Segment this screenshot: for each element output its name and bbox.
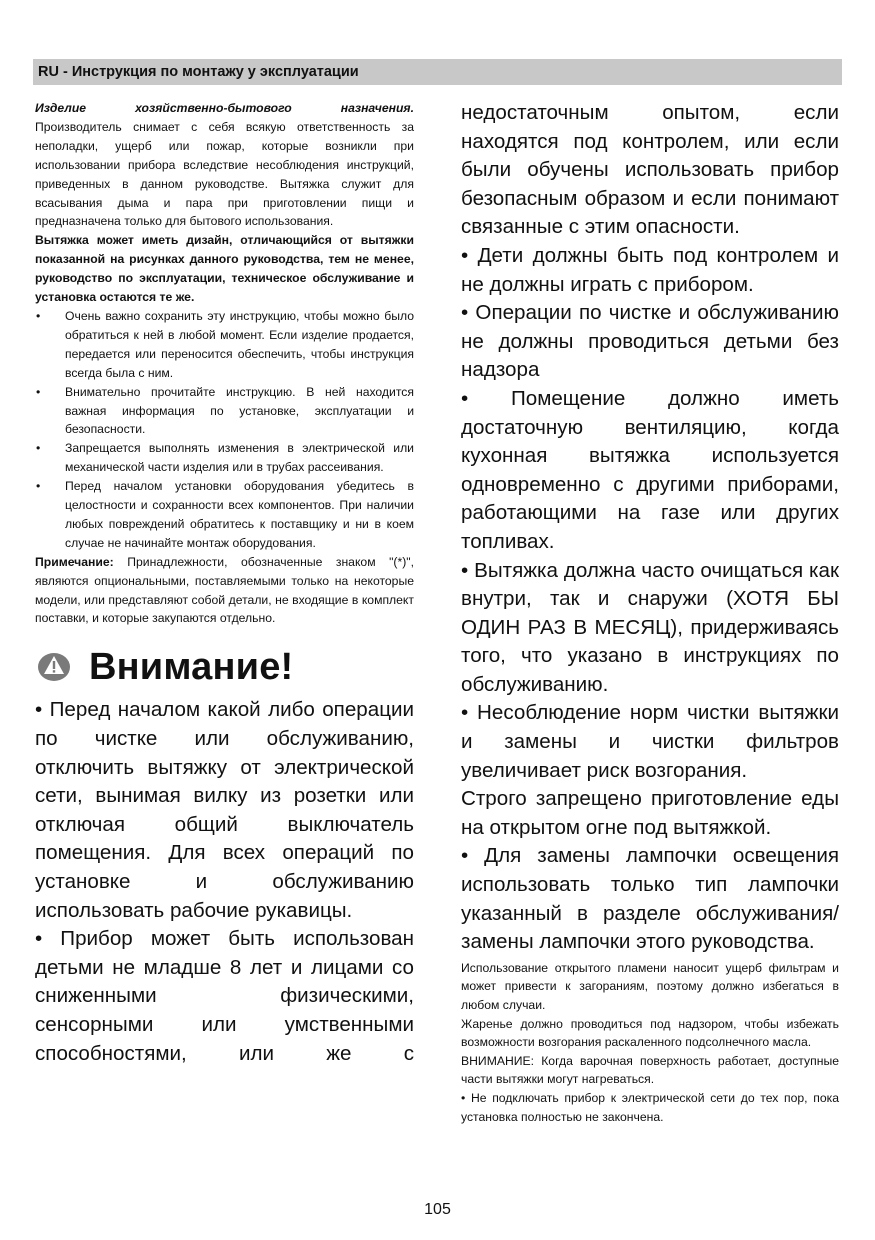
note-paragraph: Жаренье должно проводиться под надзором, чтобы избежать возможности возгорания раскаленного подсолнечного масла.: [461, 1016, 839, 1050]
note-paragraph: [35, 553, 414, 629]
warning-text: [35, 696, 414, 1068]
instructions-list: [35, 307, 414, 553]
safety-paragraph: • Для замены лампочки освещения использовать только тип лампочки указанный в разделе обслуживания/замены лампочки этого руководства.: [461, 844, 839, 954]
intro-text: Производитель снимает с себя всякую ответственность за неполадки, ущерб или пожар, которые возникли при использовании прибора вследствие несоблюдения инструкций, приведенных в данном руководстве. Вытяжка служит для всасывания дыма и пара при приготовлении пищи и предназначена только для бытового использования.: [35, 119, 414, 229]
design-note: Вытяжка может иметь дизайн, отличающийся от вытяжки показанной на рисунках данного руководства, тем не менее, руководство по эксплуатации, техническое обслуживание и установка остаются те же.: [35, 233, 414, 305]
right-column: [461, 99, 839, 1126]
note-paragraph: • Не подключать прибор к электрической сети до тех пор, пока установка полностью не закончена.: [461, 1090, 839, 1124]
intro-lead: Изделие хозяйственно-бытового назначения.: [35, 101, 414, 115]
page-number: 105: [424, 1201, 451, 1218]
warning-paragraph: • Перед началом какой либо операции по чистке или обслуживанию, отключить вытяжку от электрической сети, вынимая вилку из розетки или отключая общий выключатель помещения. Для всех операций по установке и обслуживанию использовать рабочие рукавицы.: [35, 698, 414, 922]
safety-paragraph: • Дети должны быть под контролем и не должны играть с прибором.: [461, 243, 839, 296]
safety-paragraph: • Помещение должно иметь достаточную вентиляцию, когда кухонная вытяжка используется одновременно с другими приборами, работающими на газе или других топливах.: [461, 386, 839, 553]
safety-paragraph: • Несоблюдение норм чистки вытяжки и замены и чистки фильтров увеличивает риск возгорания.: [461, 701, 839, 782]
note-paragraph: Использование открытого пламени наносит ущерб фильтрам и может привести к загораниям, поэтому должно избегаться в любом случаи.: [461, 960, 839, 1012]
note-label: Примечание:: [35, 554, 114, 569]
warning-paragraph: • Прибор может быть использован детьми не младше 8 лет и лицами со сниженными физическими, сенсорными или умственными способностями, или же с: [35, 927, 414, 1065]
safety-notes: [461, 959, 839, 1126]
warning-triangle-icon: [37, 650, 71, 684]
list-item: • Внимательно прочитайте инструкцию. В ней находится важная информация по установке, эксплуатации и безопасности.: [35, 383, 414, 440]
header-title: RU - Инструкция по монтажу у эксплуатации: [38, 64, 359, 80]
list-item: • Перед началом установки оборудования убедитесь в целостности и сохранности всех компонентов. При наличии любых повреждений обратитесь к поставщику и ни в коем случае не начинайте монтаж оборудования.: [35, 477, 414, 553]
section-header: [33, 59, 842, 85]
note-paragraph: ВНИМАНИЕ: Когда варочная поверхность работает, доступные части вытяжки могут нагреваться.: [461, 1053, 839, 1087]
intro-block: [35, 99, 414, 628]
safety-paragraph: • Вытяжка должна часто очищаться как внутри, так и снаружи (ХОТЯ БЫ ОДИН РАЗ В МЕСЯЦ), придерживаясь того, что указано в инструкциях по обслуживанию.: [461, 558, 839, 696]
safety-text: [461, 99, 839, 957]
list-item: • Запрещается выполнять изменения в электрической или механической части изделия или в трубах рассеивания.: [35, 439, 414, 477]
safety-paragraph: Строго запрещено приготовление еды на открытом огне под вытяжкой.: [461, 787, 839, 839]
note-text: Принадлежности, обозначенные знаком "(*)", являются опциональными, поставляемыми только на некоторые модели, или представляют собой детали, не входящие в комплект поставки, и которые закупаются отдельно.: [35, 554, 414, 626]
safety-paragraph: недостаточным опытом, если находятся под контролем, или если были обучены использовать прибор безопасным образом и если понимают связанные с этим опасности.: [461, 101, 839, 239]
left-column: [35, 99, 414, 1068]
warning-heading: [35, 638, 414, 696]
warning-title: Внимание!: [89, 645, 294, 688]
safety-paragraph: • Операции по чистке и обслуживанию не должны проводиться детьми без надзора: [461, 301, 839, 382]
list-item: • Очень важно сохранить эту инструкцию, чтобы можно было обратиться к ней в любой момент. Если изделие продается, передается или переносится обеспечить, чтобы инструкция всегда была с ним.: [35, 307, 414, 383]
